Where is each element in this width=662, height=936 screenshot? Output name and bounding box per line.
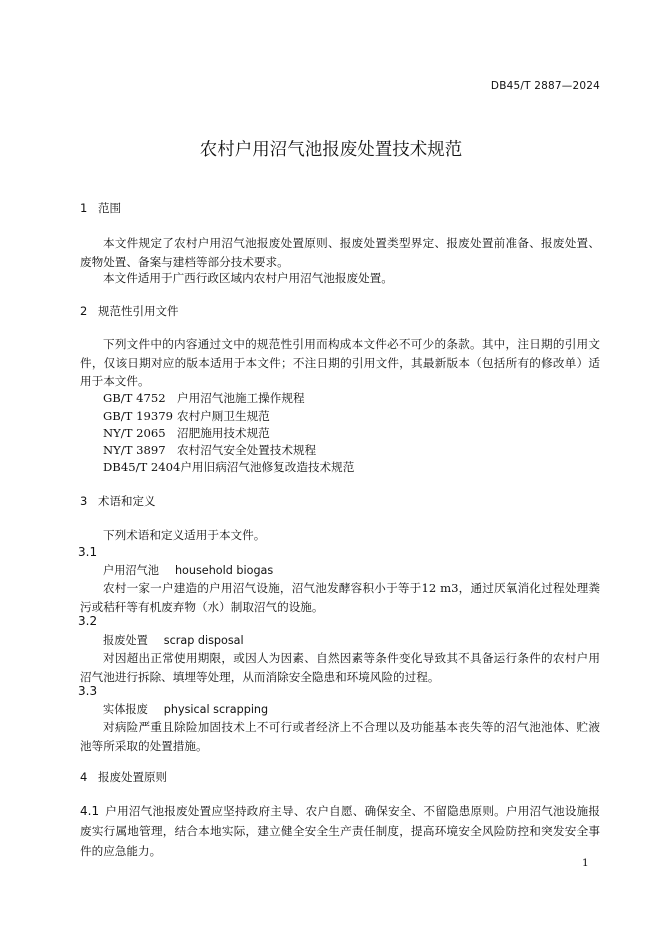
section-number: 2 xyxy=(80,304,88,318)
reference-code: DB45/T 2404 xyxy=(103,460,181,474)
term-number: 3.2 xyxy=(78,614,98,628)
reference-code: NY/T 3897 xyxy=(103,443,166,457)
section-number: 3 xyxy=(80,494,88,508)
reference-code: GB/T 4752 xyxy=(103,391,166,405)
reference-item xyxy=(103,389,305,407)
term-cn: 报废处置 xyxy=(103,634,148,647)
term-number: 3.3 xyxy=(78,684,98,698)
reference-item xyxy=(103,458,354,476)
section-title: 范围 xyxy=(98,201,121,215)
document-code: DB45/T 2887—2024 xyxy=(490,80,600,92)
reference-title: 户用旧病沼气池修复改造技术规范 xyxy=(180,460,355,474)
term-en: household biogas xyxy=(174,564,274,577)
section-title: 规范性引用文件 xyxy=(98,304,179,318)
term-number: 3.1 xyxy=(78,545,98,559)
section-number: 1 xyxy=(80,201,88,215)
section-4-heading xyxy=(80,769,167,785)
term-heading xyxy=(103,632,244,648)
term-en: scrap disposal xyxy=(163,634,244,647)
reference-item xyxy=(103,441,316,459)
reference-title: 农村沼气安全处置技术规程 xyxy=(177,443,317,457)
page-number: 1 xyxy=(582,857,589,869)
section-title: 术语和定义 xyxy=(98,494,156,508)
term-en: physical scrapping xyxy=(163,703,269,716)
term-definition: 农村一家一户建造的户用沼气设施，沼气池发酵容积小于等于12 m3，通过厌氧消化过程处理粪污或秸秆等有机废弃物（水）制取沼气的设施。 xyxy=(80,581,600,614)
term-cn: 户用沼气池 xyxy=(103,564,159,577)
term-cn: 实体报废 xyxy=(103,703,148,716)
term-definition: 对因超出正常使用期限，或因人为因素、自然因素等条件变化导致其不具备运行条件的农村户用沼气池进行拆除、填埋等处理，从而消除安全隐患和环境风险的过程。 xyxy=(80,651,600,684)
reference-code: NY/T 2065 xyxy=(103,426,166,440)
section-3-intro: 下列术语和定义适用于本文件。 xyxy=(103,528,266,542)
term-heading xyxy=(103,562,273,578)
reference-title: 户用沼气池施工操作规程 xyxy=(177,391,305,405)
section-1-heading xyxy=(80,200,121,216)
section-title: 报废处置原则 xyxy=(98,770,167,784)
clause-number: 4.1 xyxy=(80,804,100,818)
reference-item xyxy=(103,424,270,442)
document-title: 农村户用沼气池报废处置技术规范 xyxy=(199,140,463,160)
section-1-paragraph-1: 本文件规定了农村户用沼气池报废处置原则、报废处置类型界定、报废处置前准备、报废处置、废物处置、备案与建档等部分技术要求。 xyxy=(80,236,600,269)
clause-4-1 xyxy=(80,801,600,861)
term-definition: 对病险严重且除险加固技术上不可行或者经济上不合理以及功能基本丧失等的沼气池池体、贮液池等所采取的处置措施。 xyxy=(80,720,600,753)
reference-item xyxy=(103,407,270,425)
term-heading xyxy=(103,701,268,717)
clause-text: 户用沼气池报废处置应坚持政府主导、农户自愿、确保安全、不留隐患原则。户用沼气池设施报废实行属地管理，结合本地实际，建立健全安全生产责任制度，提高环境安全风险防控和突发安全事件的应急能力。 xyxy=(80,804,600,858)
section-2-paragraph: 下列文件中的内容通过文中的规范性引用而构成本文件必不可少的条款。其中，注日期的引用文件，仅该日期对应的版本适用于本文件；不注日期的引用文件，其最新版本（包括所有的修改单）适用于本文件。 xyxy=(80,337,600,388)
reference-title: 沼肥施用技术规范 xyxy=(177,426,270,440)
section-number: 4 xyxy=(80,770,88,784)
section-3-heading xyxy=(80,493,156,509)
reference-code: GB/T 19379 xyxy=(103,409,173,423)
section-2-heading xyxy=(80,303,179,319)
reference-title: 农村户厕卫生规范 xyxy=(177,409,270,423)
section-1-paragraph-2: 本文件适用于广西行政区域内农村户用沼气池报废处置。 xyxy=(103,271,393,285)
